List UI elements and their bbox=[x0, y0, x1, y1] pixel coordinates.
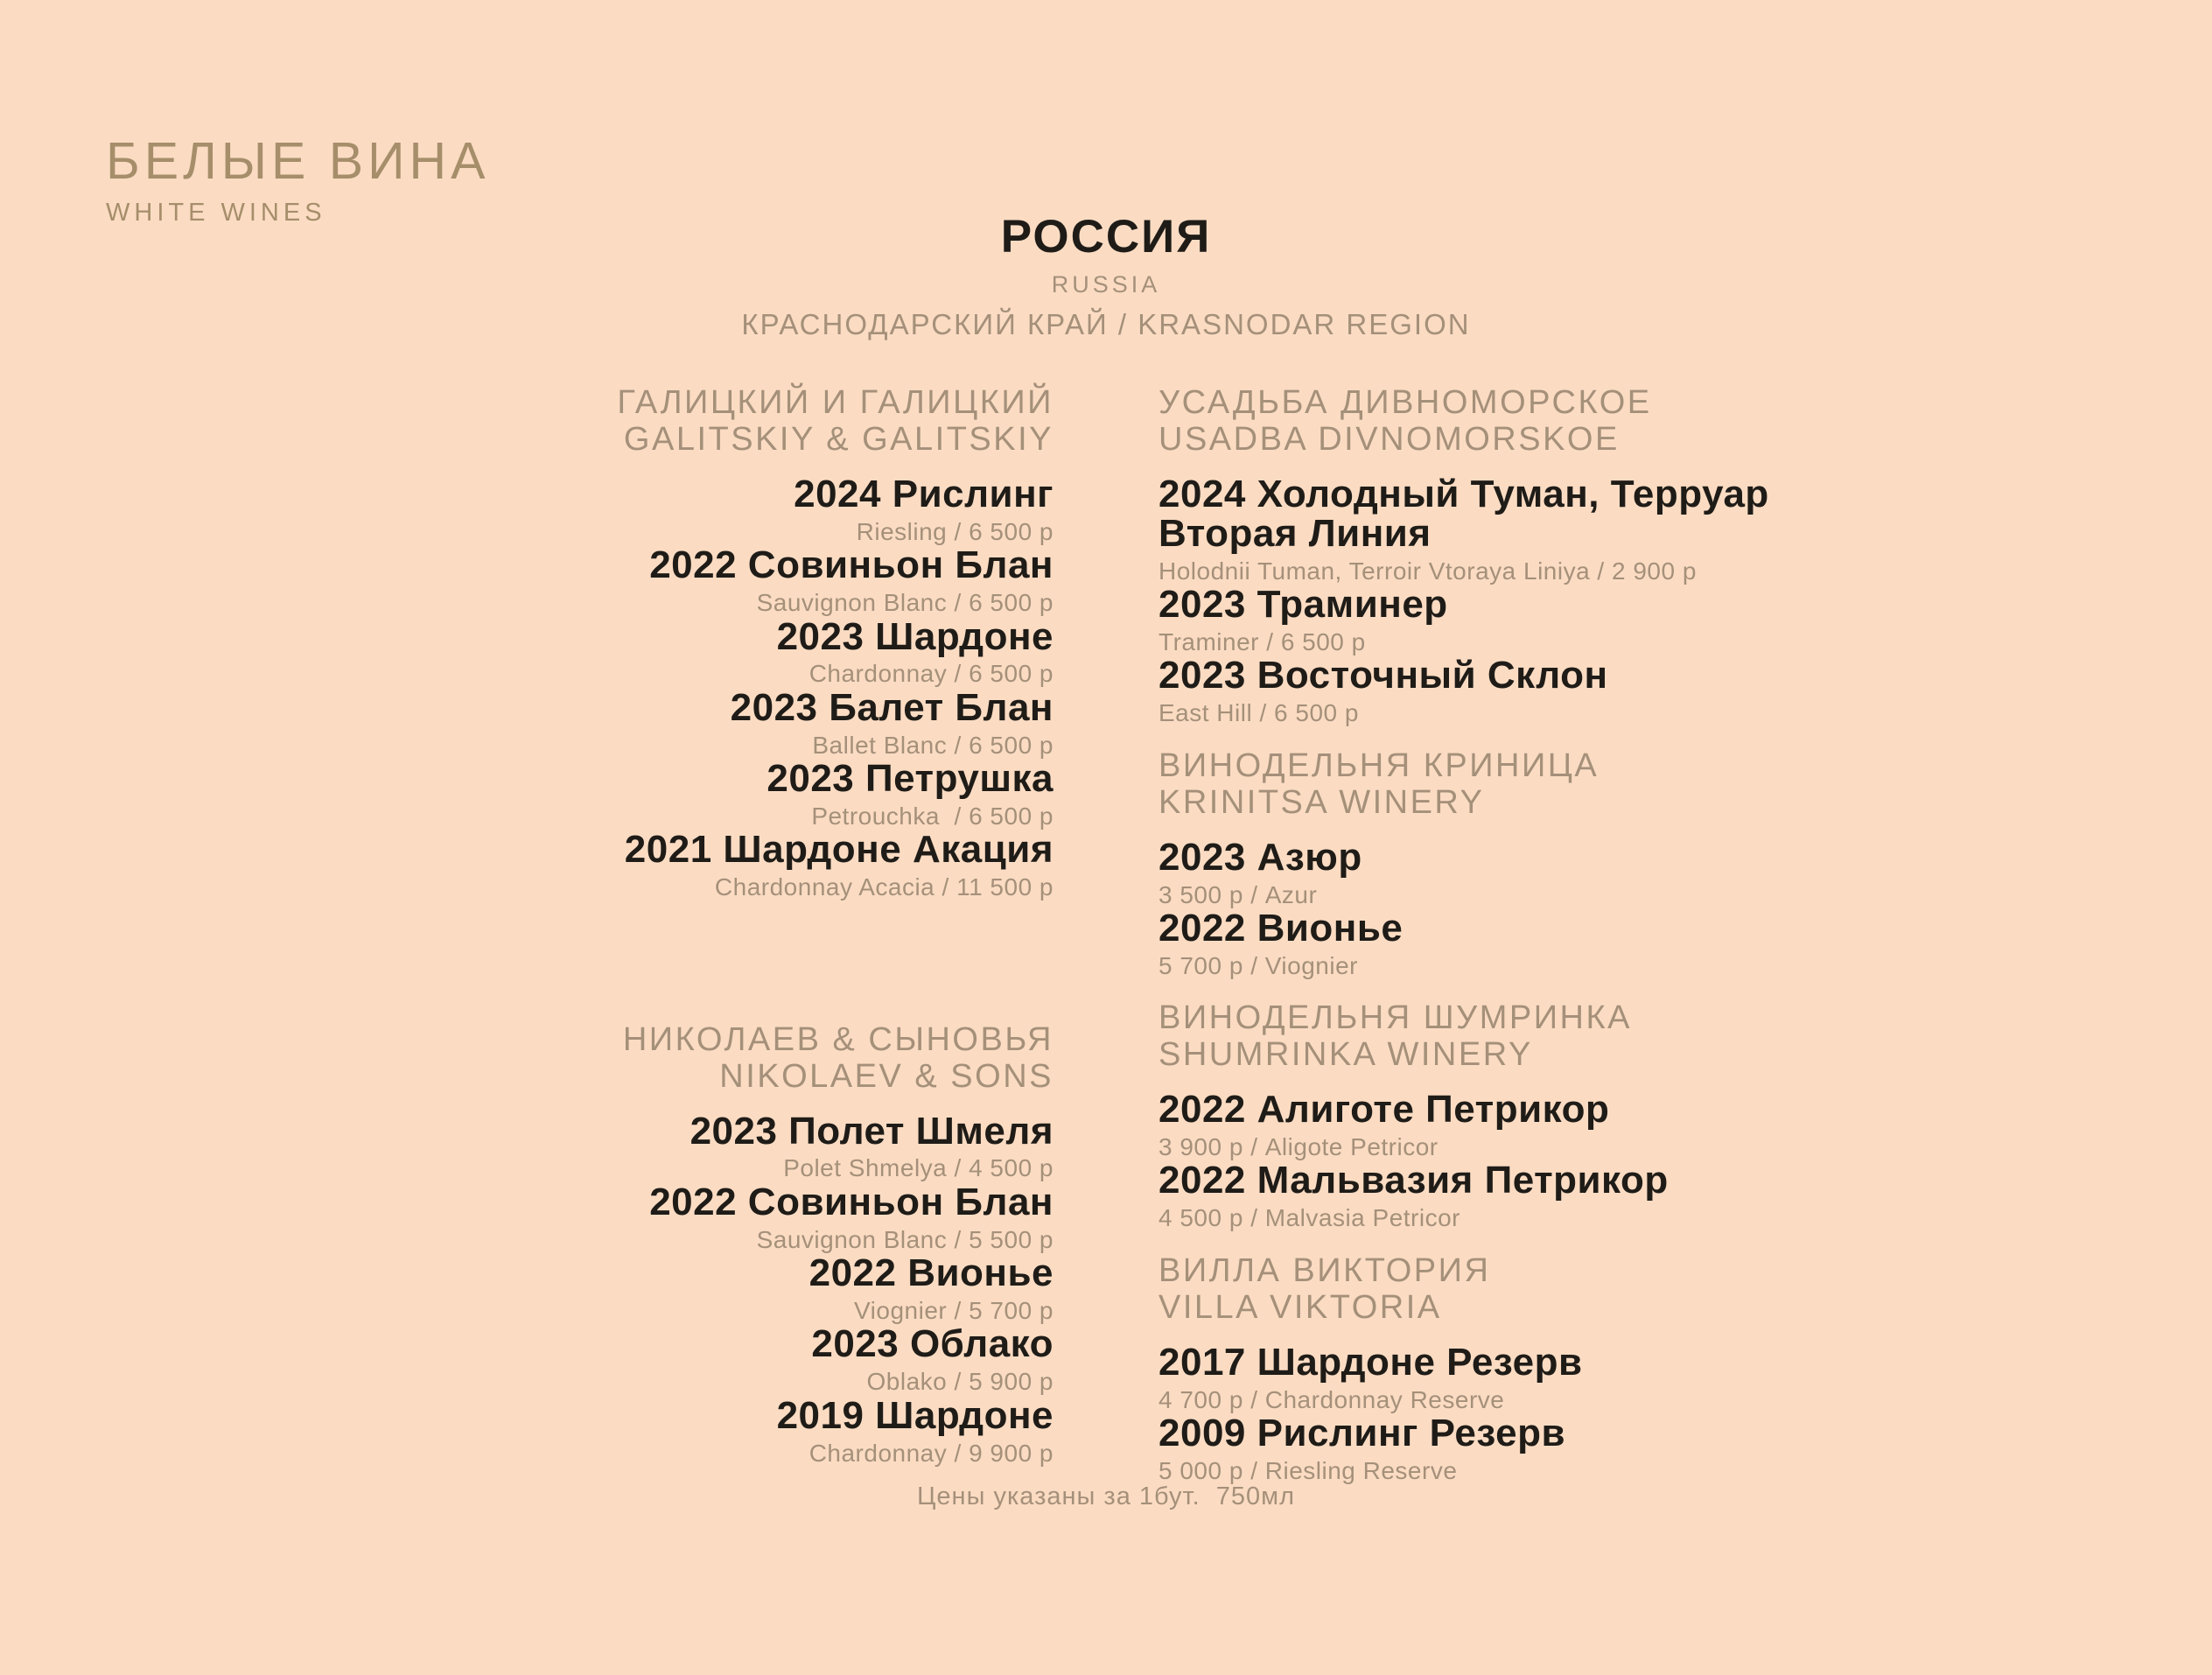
wine-name: 2024 Холодный Туман, Терруар Вторая Линия bbox=[1158, 473, 1769, 555]
wine-detail: Traminer / 6 500 р bbox=[1158, 628, 1366, 656]
wine-name: 2021 Шардоне Акация bbox=[624, 828, 1054, 872]
wine-detail: Riesling / 6 500 р bbox=[856, 517, 1054, 545]
producer-name-ru: ВИЛЛА ВИКТОРИЯ bbox=[1158, 1251, 1491, 1289]
wine-name: 2022 Совиньон Блан bbox=[649, 1180, 1054, 1223]
wine-entry bbox=[1158, 585, 2121, 655]
wine-name: 2022 Вионье bbox=[808, 1251, 1054, 1295]
wine-entry bbox=[91, 614, 1054, 688]
producer-group-divnomorskoe bbox=[1158, 386, 2121, 726]
wine-detail: Chardonnay / 6 500 р bbox=[808, 660, 1054, 688]
wine-entry bbox=[91, 1109, 1054, 1182]
producer-group-galitskiy bbox=[91, 386, 1054, 901]
wine-entry bbox=[91, 1322, 1054, 1396]
wine-detail: Chardonnay / 9 900 р bbox=[808, 1439, 1054, 1467]
wine-entry bbox=[91, 1180, 1054, 1253]
wine-name: 2023 Полет Шмеля bbox=[690, 1109, 1054, 1153]
wine-entry bbox=[1158, 1090, 2121, 1160]
wine-name: 2022 Алиготе Петрикор bbox=[1158, 1088, 1610, 1132]
wine-entry bbox=[91, 1393, 1054, 1467]
wine-detail: East Hill / 6 500 р bbox=[1158, 699, 1359, 727]
wine-name: 2023 Азюр bbox=[1158, 835, 1362, 879]
wine-name: 2009 Рислинг Резерв bbox=[1158, 1412, 1566, 1454]
wine-detail: Chardonnay Acacia / 11 500 р bbox=[714, 873, 1054, 901]
producer-name-ru: ВИНОДЕЛЬНЯ ШУМРИНКА bbox=[1158, 999, 1632, 1037]
wine-entry bbox=[1158, 835, 2121, 908]
wine-name: 2024 Рислинг bbox=[794, 473, 1054, 515]
wine-detail: 4 500 р / Malvasia Petricor bbox=[1158, 1204, 1460, 1232]
region-title-en: RUSSIA bbox=[1051, 271, 1161, 298]
producer-group-krinitsa bbox=[1158, 746, 2121, 979]
wine-name: 2023 Балет Блан bbox=[730, 685, 1054, 729]
wine-detail: Petrouchka / 6 500 р bbox=[811, 802, 1054, 830]
column-left bbox=[91, 386, 1054, 1485]
wine-detail: 3 500 р / Azur bbox=[1158, 880, 1318, 908]
producer-header bbox=[1158, 999, 2121, 1074]
wine-detail: Oblako / 5 900 р bbox=[866, 1368, 1054, 1396]
wine-entry bbox=[1158, 475, 2121, 584]
producer-name-ru: НИКОЛАЕВ & СЫНОВЬЯ bbox=[622, 1020, 1054, 1058]
wine-detail: Polet Shmelya / 4 500 р bbox=[783, 1154, 1054, 1182]
producer-name-en: KRINITSA WINERY bbox=[1158, 783, 1485, 821]
wine-name: 2017 Шардоне Резерв bbox=[1158, 1340, 1583, 1384]
wine-entry bbox=[91, 475, 1054, 544]
wine-name: 2023 Траминер bbox=[1158, 583, 1448, 627]
wine-columns bbox=[0, 386, 2212, 1485]
wine-entry bbox=[91, 1251, 1054, 1324]
section-title-en: WHITE WINES bbox=[106, 199, 326, 227]
wine-detail: Sauvignon Blanc / 6 500 р bbox=[756, 589, 1054, 617]
wine-detail: 5 700 р / Viognier bbox=[1158, 951, 1358, 979]
wine-entry bbox=[1158, 1414, 2121, 1483]
wine-detail: Viognier / 5 700 р bbox=[854, 1297, 1054, 1324]
producer-name-en: VILLA VIKTORIA bbox=[1158, 1288, 1442, 1326]
wine-entry bbox=[91, 543, 1054, 617]
producer-name-en: USADBA DIVNOMORSKOE bbox=[1158, 421, 1620, 458]
wine-detail: 5 000 р / Riesling Reserve bbox=[1158, 1456, 1458, 1484]
region-header bbox=[0, 210, 2212, 341]
wine-entry bbox=[91, 830, 1054, 900]
wine-entry bbox=[1158, 1340, 2121, 1413]
producer-group-nikolaev bbox=[91, 1020, 1054, 1467]
wine-name: 2023 Шардоне bbox=[776, 614, 1054, 658]
producer-name-en: NIKOLAEV & SONS bbox=[719, 1057, 1054, 1095]
column-right bbox=[1158, 386, 2121, 1485]
producer-name-ru: ВИНОДЕЛЬНЯ КРИНИЦА bbox=[1158, 746, 1600, 784]
producer-group-villa-viktoria bbox=[1158, 1251, 2121, 1484]
producer-name-ru: ГАЛИЦКИЙ И ГАЛИЦКИЙ bbox=[617, 384, 1054, 421]
wine-name: 2022 Совиньон Блан bbox=[649, 543, 1054, 587]
wine-entry bbox=[91, 757, 1054, 830]
producer-name-en: GALITSKIY & GALITSKIY bbox=[623, 421, 1054, 458]
producer-name-en: SHUMRINKA WINERY bbox=[1158, 1036, 1533, 1074]
wine-entry bbox=[1158, 1161, 2121, 1230]
producer-header bbox=[1158, 386, 2121, 456]
producer-header bbox=[91, 1020, 1054, 1095]
producer-header bbox=[1158, 746, 2121, 821]
wine-detail: 4 700 р / Chardonnay Reserve bbox=[1158, 1385, 1505, 1413]
wine-entry bbox=[1158, 656, 2121, 725]
price-note: Цены указаны за 1бут. 750мл bbox=[916, 1482, 1296, 1510]
producer-header bbox=[91, 386, 1054, 456]
wine-detail: Ballet Blanc / 6 500 р bbox=[812, 731, 1054, 759]
region-title-ru: РОССИЯ bbox=[1000, 211, 1212, 263]
region-area-line: КРАСНОДАРСКИЙ КРАЙ / KRASNODAR REGION bbox=[741, 308, 1471, 340]
section-title-ru: БЕЛЫЕ ВИНА bbox=[106, 132, 490, 190]
wine-name: 2019 Шардоне bbox=[776, 1393, 1054, 1437]
wine-detail: 3 900 р / Aligote Petricor bbox=[1158, 1133, 1438, 1161]
wine-name: 2022 Мальвазия Петрикор bbox=[1158, 1159, 1669, 1202]
wine-name: 2022 Вионье bbox=[1158, 906, 1404, 950]
wine-entry bbox=[91, 685, 1054, 759]
wine-name: 2023 Облако bbox=[811, 1322, 1054, 1366]
wine-name: 2023 Восточный Склон bbox=[1158, 654, 1608, 697]
producer-group-shumrinka bbox=[1158, 1001, 2121, 1231]
wine-detail: Holodnii Tuman, Terroir Vtoraya Liniya / 2 900 р bbox=[1158, 557, 1697, 585]
wine-name: 2023 Петрушка bbox=[766, 757, 1054, 801]
producer-name-ru: УСАДЬБА ДИВНОМОРСКОЕ bbox=[1158, 384, 1652, 421]
wine-detail: Sauvignon Blanc / 5 500 р bbox=[756, 1225, 1054, 1253]
producer-header bbox=[1158, 1251, 2121, 1326]
wine-entry bbox=[1158, 906, 2121, 979]
